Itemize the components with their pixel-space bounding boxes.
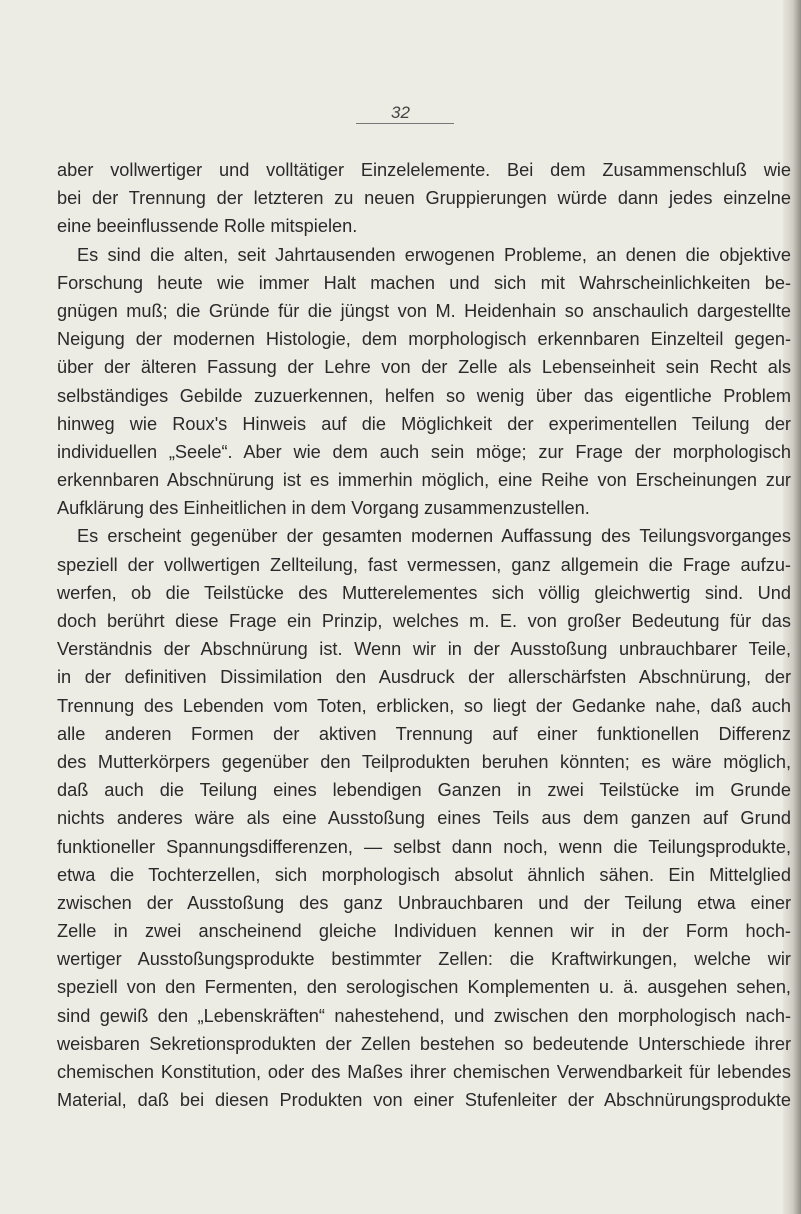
text-line: erkennbaren Abschnürung ist es immerhin möglich, eine Reihe von Erscheinungen zur <box>57 470 791 491</box>
text-line: funktioneller Spannungsdifferenzen, — selbst dann noch, wenn die Teilungsprodukte, <box>57 836 791 857</box>
text-line: Zelle in zwei anscheinend gleiche Individuen kennen wir in der Form hoch- <box>57 921 791 942</box>
text-line: daß auch die Teilung eines lebendigen Ganzen in zwei Teilstücke im Grunde <box>57 780 791 801</box>
text-line: in der definitiven Dissimilation den Ausdruck der allerschärfsten Abschnürung, der <box>57 667 791 688</box>
text-line: bei der Trennung der letzteren zu neuen Gruppierungen würde dann jedes einzelne <box>57 188 791 209</box>
text-line: eine beeinflussende Rolle mitspielen. <box>57 216 358 237</box>
text-line: Neigung der modernen Histologie, dem morphologisch erkennbaren Einzelteil gegen- <box>57 329 791 350</box>
text-line: Trennung des Lebenden vom Toten, erblicken, so liegt der Gedanke nahe, daß auch <box>57 695 791 716</box>
text-line: zwischen der Ausstoßung des ganz Unbrauchbaren und der Teilung etwa einer <box>57 892 791 913</box>
text-line: Material, daß bei diesen Produkten von einer Stufenleiter der Abschnürungsprodukte <box>57 1090 791 1111</box>
text-line: Aufklärung des Einheitlichen in dem Vorgang zusammenzustellen. <box>57 498 590 519</box>
text-line: weisbaren Sekretionsprodukten der Zellen bestehen so bedeutende Unterschiede ihrer <box>57 1033 791 1054</box>
body-text <box>57 156 791 1114</box>
text-line: doch berührt diese Frage ein Prinzip, welches m. E. von großer Bedeutung für das <box>57 611 791 631</box>
text-line: chemischen Konstitution, oder des Maßes ihrer chemischen Verwendbarkeit für lebendes <box>57 1062 791 1082</box>
text-line: etwa die Tochterzellen, sich morphologisch absolut ähnlich sähen. Ein Mittelglied <box>57 864 791 885</box>
text-line: aber vollwertiger und volltätiger Einzelelemente. Bei dem Zusammenschluß wie <box>57 160 791 180</box>
text-line: sind gewiß den „Lebenskräften“ nahestehend, und zwischen den morphologisch nach- <box>57 1005 791 1026</box>
text-line: des Mutterkörpers gegenüber den Teilprodukten beruhen könnten; es wäre möglich, <box>57 751 791 772</box>
text-line: gnügen muß; die Gründe für die jüngst von M. Heidenhain so anschaulich dargestellte <box>57 300 791 321</box>
text-line: Verständnis der Abschnürung ist. Wenn wir in der Ausstoßung unbrauchbarer Teile, <box>57 639 791 660</box>
text-line: Es erscheint gegenüber der gesamten modernen Auffassung des Teilungsvorganges <box>77 526 791 547</box>
text-line: speziell der vollwertigen Zellteilung, fast vermessen, ganz allgemein die Frage aufzu- <box>57 554 791 575</box>
text-line: hinweg wie Roux's Hinweis auf die Möglichkeit der experimentellen Teilung der <box>57 413 791 434</box>
text-line: über der älteren Fassung der Lehre von der Zelle als Lebenseinheit sein Recht als <box>57 357 791 378</box>
page-number-rule <box>356 123 454 124</box>
text-line: wertiger Ausstoßungsprodukte bestimmter Zellen: die Kraftwirkungen, welche wir <box>57 949 791 970</box>
page-number: 32 <box>391 103 410 122</box>
text-line: Forschung heute wie immer Halt machen und sich mit Wahrscheinlichkeiten be- <box>57 272 791 293</box>
text-line: alle anderen Formen der aktiven Trennung auf einer funktionellen Differenz <box>57 723 791 744</box>
text-line: individuellen „Seele“. Aber wie dem auch sein möge; zur Frage der morphologisch <box>57 441 791 462</box>
text-line: werfen, ob die Teilstücke des Mutterelementes sich völlig gleichwertig sind. Und <box>57 582 791 603</box>
text-line: selbständiges Gebilde zuzuerkennen, helfen so wenig über das eigentliche Problem <box>57 385 791 406</box>
text-line: nichts anderes wäre als eine Ausstoßung eines Teils aus dem ganzen auf Grund <box>57 808 791 829</box>
text-line: Es sind die alten, seit Jahrtausenden erwogenen Probleme, an denen die objektive <box>77 244 791 265</box>
text-line: speziell von den Fermenten, den serologischen Komplementen u. ä. ausgehen sehen, <box>57 977 791 998</box>
